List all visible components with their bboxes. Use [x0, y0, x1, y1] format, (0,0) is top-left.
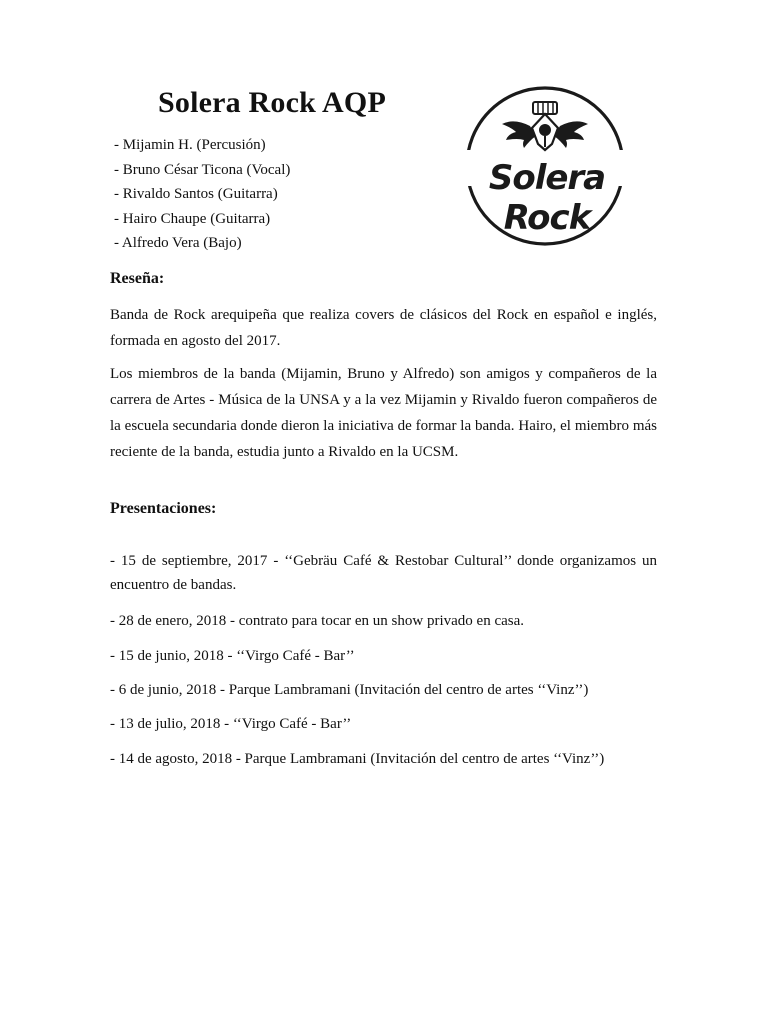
- resena-heading: Reseña:: [110, 270, 165, 287]
- logo-text: Solera Rock: [488, 158, 606, 238]
- resena-paragraph: Banda de Rock arequipeña que realiza covers de clásicos del Rock en español e inglés, formada en agosto del 2017.: [110, 307, 657, 349]
- member-item: - Hairo Chaupe (Guitarra): [114, 210, 271, 227]
- document-title: Solera Rock AQP: [158, 86, 386, 119]
- event-item: - 14 de agosto, 2018 - Parque Lambramani (Invitación del centro de artes ‘‘Vinz’’): [110, 751, 605, 767]
- member-item: - Rivaldo Santos (Guitarra): [114, 186, 278, 202]
- band-logo: [452, 84, 642, 254]
- member-item: - Mijamin H. (Percusión): [114, 137, 266, 153]
- resena-paragraph: Los miembros de la banda (Mijamin, Bruno y Alfredo) son amigos y compañeros de la carrera de Artes - Música de la UNSA y a la vez Mijamin y Rivaldo fueron compañeros de la escuela secundaria donde dieron la iniciativa de formar la banda. Hairo, el miembro más reciente de la banda, estudia junto a Rivaldo en la UCSM.: [110, 366, 657, 460]
- winged-microphone-icon: [502, 102, 588, 150]
- event-item: - 15 de septiembre, 2017 - ‘‘Gebräu Café & Restobar Cultural’’ donde organizamos un encuentro de bandas.: [110, 553, 657, 593]
- member-item: - Bruno César Ticona (Vocal): [114, 161, 291, 178]
- event-item: - 13 de julio, 2018 - ‘‘Virgo Café - Bar’’: [110, 716, 352, 732]
- member-item: - Alfredo Vera (Bajo): [114, 235, 242, 251]
- presentaciones-heading: Presentaciones:: [110, 500, 217, 517]
- event-item: - 15 de junio, 2018 - ‘‘Virgo Café - Bar’’: [110, 648, 355, 664]
- event-item: - 6 de junio, 2018 - Parque Lambramani (Invitación del centro de artes ‘‘Vinz’’): [110, 682, 589, 698]
- event-item: - 28 de enero, 2018 - contrato para tocar en un show privado en casa.: [110, 613, 525, 629]
- member-list: [114, 133, 290, 256]
